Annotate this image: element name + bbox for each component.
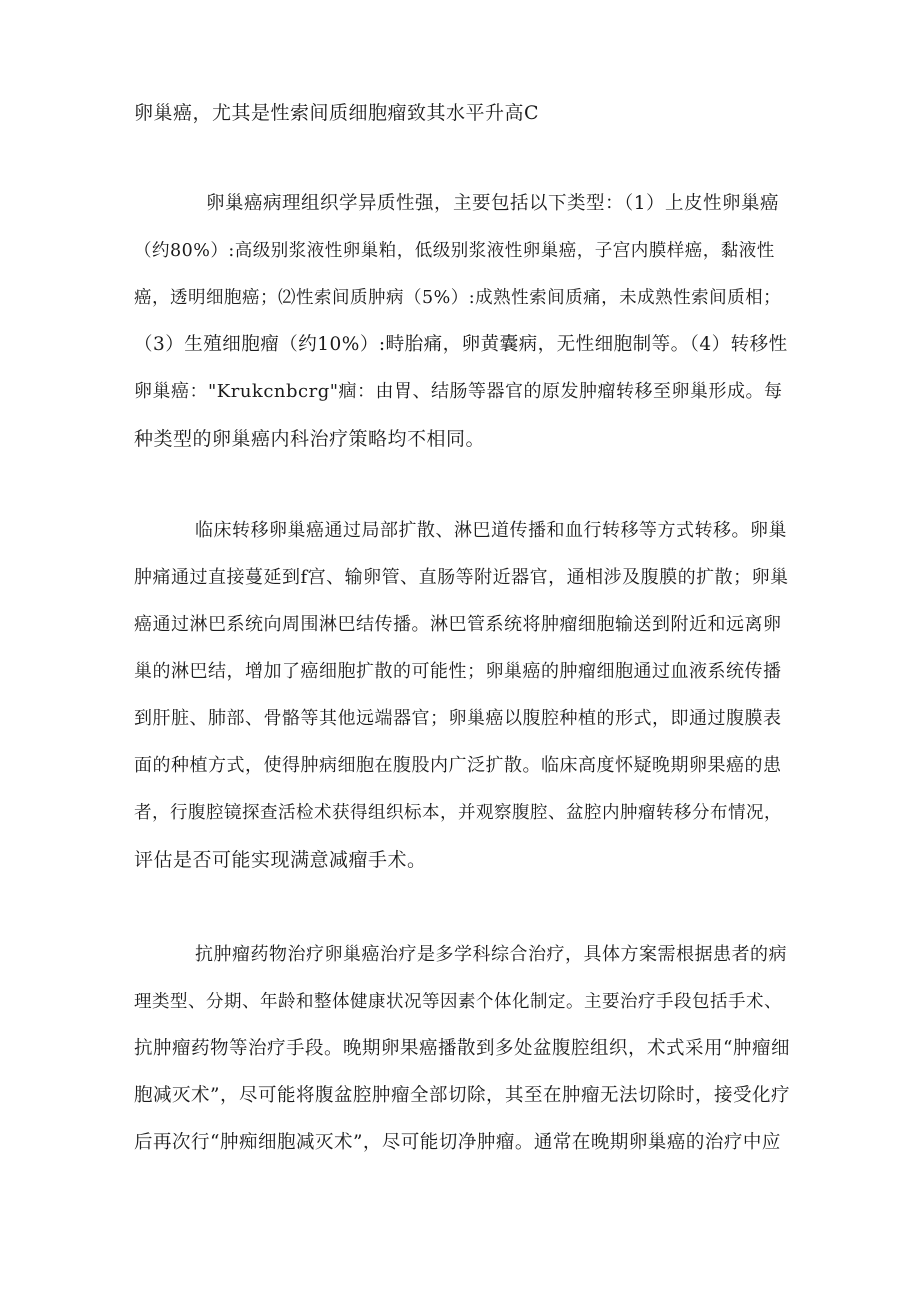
text-line: 卵巢癌，尤其是性索间质细胞瘤致其水平升高C	[134, 102, 540, 124]
text-line: （3）生殖细胞瘤（约10%）:畤胎痛，卵黄囊病，无性细胞制等。（4）转移性	[134, 334, 788, 355]
text-line: 卵巢癌病理组织学异质性强，主要包括以下类型：（1）上皮性卵巢癌	[206, 193, 780, 214]
text-line: 理类型、分期、年龄和整体健康状况等因素个体化制定。主要治疗手段包括手术、	[134, 992, 782, 1012]
text-line: 抗肿瘤药物治疗卵巢癌治疗是多学科综合治疗，具体方案需根据患者的病	[195, 944, 787, 965]
text-line: 评估是否可能实现满意减瘤手术。	[134, 849, 427, 871]
text-line: 到肝脏、肺部、骨骼等其他远端器官；卵巢癌以腹腔种植的形式，即通过腹膜表	[134, 708, 782, 729]
text-line: （约80%）:高级别浆液性卵巢粕，低级别浆液性卵巢癌，子宫内膜样癌，黏液性	[134, 241, 775, 261]
text-line: 巢的淋巴结，增加了癌细胞扩散的可能性；卵巢癌的肿瘤细胞通过血液系统传播	[134, 661, 782, 682]
text-line: 者，行腹腔镜探查活检术获得组织标本，并观察腹腔、盆腔内肿瘤转移分布情况，	[134, 803, 782, 823]
text-line: 抗肿瘤药物等治疗手段。晚期卵果癌播散到多处盆腹腔组织，术式采用“肿瘤细	[134, 1038, 790, 1059]
text-line: 面的种植方式，使得肿病细胞在腹股内广泛扩散。临床高度怀疑晚期卵果癌的患	[134, 755, 782, 776]
text-line: 肿痛通过直接蔓延到f宫、输卵管、直肠等附近器官，通相涉及腹膜的扩散；卵巢	[134, 567, 789, 588]
text-line: 胞减灭术”，尽可能将腹盆腔肿瘤全部切除，其至在肿瘤无法切除时，接受化疗	[134, 1085, 790, 1106]
text-line: 卵巢癌："Krukcnbcrg"痼：由胃、结肠等器官的原发肿瘤转移至卵巢形成。每	[134, 381, 783, 402]
text-line: 癌通过淋巴系统向周围淋巴结传播。淋巴管系统将肿瘤细胞输送到附近和远离卵	[134, 614, 782, 635]
text-line: 癌，透明细胞癌；⑵性索间质肿病（5%）:成熟性索间质痛，未成熟性索间质相；	[134, 288, 782, 308]
text-line: 种类型的卵巢癌内科治疗策略均不相同。	[134, 428, 486, 450]
text-line: 临床转移卵巢癌通过局部扩散、淋巴道传播和血行转移等方式转移。卵巢	[195, 520, 787, 541]
text-line: 后再次行“肿痴细胞减灭术”，尽可能切净肿瘤。通常在晚期卵巢癌的治疗中应	[134, 1132, 781, 1153]
